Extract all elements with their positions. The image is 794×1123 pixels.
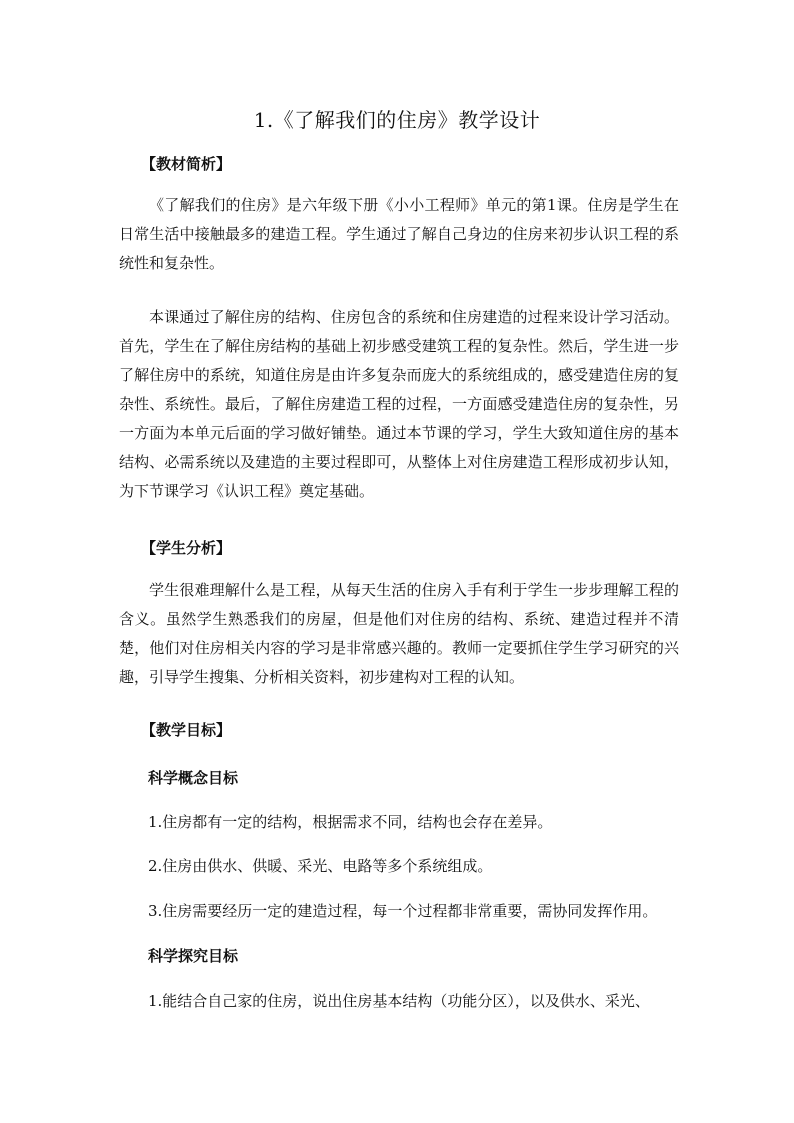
subheading-inquiry-goals: 科学探究目标 <box>148 947 239 965</box>
concept-goal-item-1: 1.住房都有一定的结构，根据需求不同，结构也会存在差异。 <box>148 813 553 831</box>
paragraph-textbook-analysis-2: 本课通过了解住房的结构、住房包含的系统和住房建造的过程来设计学习活动。首先，学生在了解住房结构的基础上初步感受建筑工程的复杂性。然后，学生进一步了解住房中的系统，知道住房是由许多复杂而庞大的系统组成的，感受建造住房的复杂性、系统性。最后，了解住房建造工程的过程，一方面感受建造住房的复杂性，另一方面为本单元后面的学习做好铺垫。通过本节课的学习，学生大致知道住房的基本结构、必需系统以及建造的主要过程即可，从整体上对住房建造工程形成初步认知，为下节课学习《认识工程》奠定基础。 <box>119 308 679 500</box>
paragraph-student-analysis: 学生很难理解什么是工程，从每天生活的住房入手有利于学生一步步理解工程的含义。虽然学生熟悉我们的房屋，但是他们对住房的结构、系统、建造过程并不清楚，他们对住房相关内容的学习是非常感兴趣的。教师一定要抓住学生学习研究的兴趣，引导学生搜集、分析相关资料，初步建构对工程的认知。 <box>119 581 679 686</box>
inquiry-goal-item-1: 1.能结合自己家的住房，说出住房基本结构（功能分区），以及供水、采光、 <box>148 992 650 1010</box>
section-heading-teaching-goals: 【教学目标】 <box>141 721 232 739</box>
concept-goal-item-3: 3.住房需要经历一定的建造过程，每一个过程都非常重要，需协同发挥作用。 <box>148 902 658 920</box>
document-title: 1.《了解我们的住房》教学设计 <box>253 108 541 132</box>
paragraph-textbook-analysis-1: 《了解我们的住房》是六年级下册《小小工程师》单元的第1课。住房是学生在日常生活中接触最多的建造工程。学生通过了解自己身边的住房来初步认识工程的系统性和复杂性。 <box>119 196 679 272</box>
subheading-concept-goals: 科学概念目标 <box>148 769 239 787</box>
section-heading-textbook-analysis: 【教材简析】 <box>141 155 232 173</box>
section-heading-student-analysis: 【学生分析】 <box>141 539 232 557</box>
concept-goal-item-2: 2.住房由供水、供暖、采光、电路等多个系统组成。 <box>148 857 493 875</box>
